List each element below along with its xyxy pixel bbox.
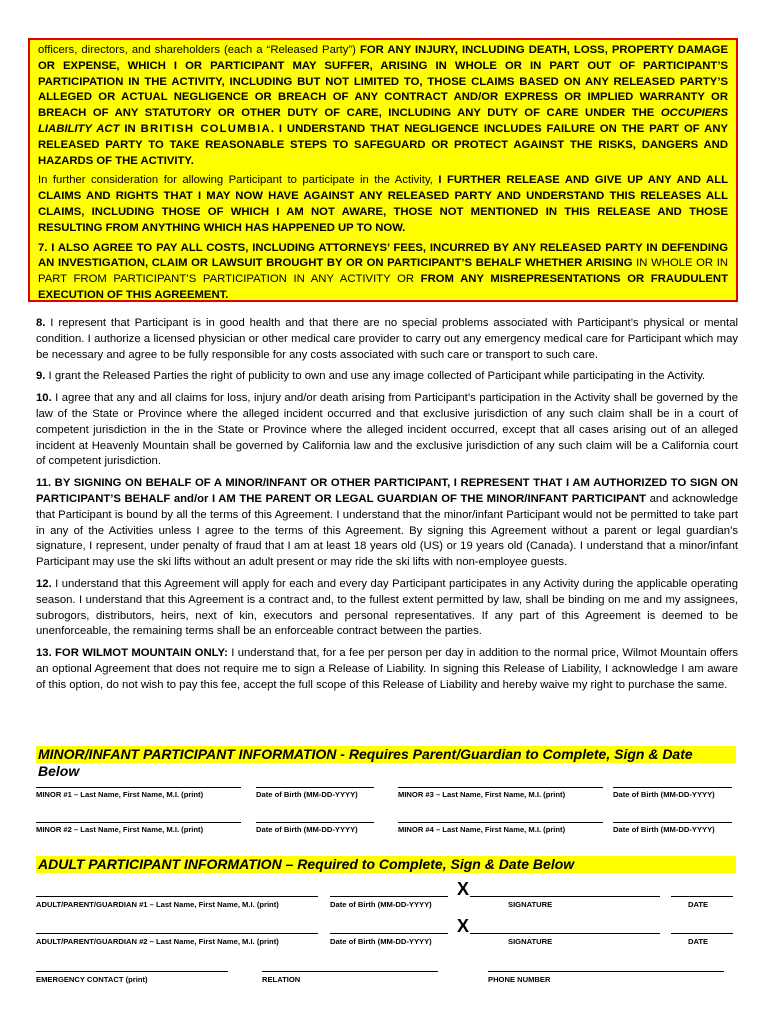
phone-number-field[interactable] xyxy=(488,971,724,972)
occupiers-act-text: OCCUPIERS LIABILITY ACT xyxy=(38,107,728,135)
adult-2-dob-label: Date of Birth (MM-DD-YYYY) xyxy=(330,937,432,946)
clause-8-number: 8. xyxy=(36,317,46,329)
clause-12-number: 12. xyxy=(36,577,52,590)
adult-2-date-field[interactable] xyxy=(671,933,733,934)
clause-9-text: I grant the Released Parties the right of publicity to own and use any image collected of Participant while participating in the Activity. xyxy=(45,370,706,383)
british-columbia-text: BRITISH COLUMBIA xyxy=(140,122,271,135)
further-release-intro: In further consideration for allowing Participant to participate in the Activity, xyxy=(38,174,439,187)
minor-2-dob-field[interactable] xyxy=(256,822,374,823)
minor-section-heading: MINOR/INFANT PARTICIPANT INFORMATION - Requires Parent/Guardian to Complete, Sign & Date Below xyxy=(36,746,736,763)
release-bold-text: FOR ANY INJURY, INCLUDING DEATH, LOSS, PROPERTY DAMAGE OR EXPENSE, WHICH I OR PARTICIPANT MAY SUFFER, ARISING IN WHOLE OR IN PART OUT OF PARTICIPANT’S PARTICIPATION IN THE ACTIVITY, INCLUDING BUT NOT LIMITED TO, THOSE CLAIMS BASED ON ANY RELEASED PARTY’S ALLEGED OR ACTUAL NEGLIGENCE OR BREACH OF ANY CONTRACT AND/OR EXPRESS OR IMPLIED WARRANTY OR BREACH OF ANY STATUTORY OR OTHER DUTY OF CARE, INCLUDING ANY DUTY OF CARE UNDER THE xyxy=(38,44,728,120)
clause-11 xyxy=(36,476,738,571)
clause-13-text: I understand that, for a fee per person per day in addition to the normal price, Wilmot Mountain offers an optional Agreement that does not require me to sign a Release of Liability. In signing this Release of Liability, I acknowledge I am aware of this option, do not wish to pay this fee, accept the full scope of this Release of Liability and hereby waive my right to purchase the same. xyxy=(36,647,739,691)
adult-1-name-field[interactable] xyxy=(36,896,318,897)
adult-2-name-label: ADULT/PARENT/GUARDIAN #2 – Last Name, First Name, M.I. (print) xyxy=(36,937,279,946)
minor-4-dob-field[interactable] xyxy=(613,822,732,823)
adult-1-signature-label: SIGNATURE xyxy=(508,900,553,909)
release-negligence-text: . I UNDERSTAND THAT NEGLIGENCE INCLUDES FAILURE ON THE PART OF ANY RELEASED PARTY TO TAKE REASONABLE STEPS TO SAFEGUARD OR PROTECT AGAINST THE RISKS, DANGERS AND HAZARDS OF THE ACTIVITY. xyxy=(38,122,729,167)
adult-2-signature-label: SIGNATURE xyxy=(508,937,553,946)
clause-7-text-b: IN WHOLE OR IN PART FROM PARTICIPANT’S PARTICIPATION IN ANY ACTIVITY OR xyxy=(38,257,728,286)
minor-1-name-label: MINOR #1 – Last Name, First Name, M.I. (print) xyxy=(36,790,204,799)
clause-10 xyxy=(36,391,738,470)
minor-1-dob-field[interactable] xyxy=(256,787,374,788)
clause-11-bold: 11. BY SIGNING ON BEHALF OF A MINOR/INFANT OR OTHER PARTICIPANT, I REPRESENT THAT I AM AUTHORIZED TO SIGN ON PARTICIPANT’S BEHALF and/or I AM THE PARENT OR LEGAL GUARDIAN OF THE MINOR/INFANT PARTICIPANT xyxy=(36,477,738,505)
clause-11-text: and acknowledge that Participant is bound by all the terms of this Agreement. I understand that the minor/infant Participant would not be permitted to take part in any of the Activities unless I agree to the terms of this Agreement. By signing this Agreement without a parent or legal guardian’s signature, I represent, under penalty of fraud that I am at least 18 years old (US) or 19 years old (Canada). I understand that a minor/infant Participant may use the ski lifts without an adult present or may ride the ski lifts with non-employee guests. xyxy=(36,492,738,569)
release-highlight-box xyxy=(28,38,738,302)
release-intro-text: officers, directors, and shareholders (each a “Released Party”) xyxy=(38,44,360,56)
clauses-body xyxy=(36,316,738,700)
minor-3-name-field[interactable] xyxy=(398,787,603,788)
adult-2-signature-x: X xyxy=(457,916,470,936)
emergency-contact-field[interactable] xyxy=(36,971,228,972)
adult-2-date-label: DATE xyxy=(688,937,709,946)
adult-1-dob-field[interactable] xyxy=(330,896,448,897)
adult-1-signature-field[interactable] xyxy=(470,896,660,897)
clause-10-text: I agree that any and all claims for loss, injury and/or death arising from Participant’s participation in the Activity shall be governed by the law of the State or Province where the alleged incident occurred and that exclusive jurisdiction of any such claim shall be in a court of competent jurisdiction in the in the State or Province where the alleged incident occurred, except that all cases arising out of an alleged incident at Heavenly Mountain shall be governed by California law and the exclusive jurisdiction of any such claim will be a California court of competent jurisdiction. xyxy=(36,392,738,468)
adult-1-date-label: DATE xyxy=(688,900,709,909)
clause-12-text: I understand that this Agreement will apply for each and every day Participant participates in any Activity during the applicable operating season. I understand that this Agreement is a contract and, to the fullest extent permitted by law, shall be binding on me and my assignees, subrogors, distributors, heirs, next of kin, executors and personal representatives. If any part of this Agreement is deemed to be unenforceable, the remaining terms shall be an enforceable contract between the parties. xyxy=(36,577,738,638)
minor-2-dob-label: Date of Birth (MM-DD-YYYY) xyxy=(256,825,358,834)
release-in-text: IN xyxy=(119,122,141,135)
clause-9-number: 9. xyxy=(36,370,46,383)
relation-label: RELATION xyxy=(262,975,301,984)
adult-1-date-field[interactable] xyxy=(671,896,733,897)
clause-8 xyxy=(36,316,738,363)
minor-4-dob-label: Date of Birth (MM-DD-YYYY) xyxy=(613,825,715,834)
release-paragraph xyxy=(38,43,728,169)
phone-number-label: PHONE NUMBER xyxy=(488,975,551,984)
minor-2-name-label: MINOR #2 – Last Name, First Name, M.I. (print) xyxy=(36,825,204,834)
minor-2-name-field[interactable] xyxy=(36,822,241,823)
adult-2-name-field[interactable] xyxy=(36,933,318,934)
adult-1-signature-x: X xyxy=(457,879,470,899)
adult-2-signature-field[interactable] xyxy=(470,933,660,934)
clause-13-bold: 13. FOR WILMOT MOUNTAIN ONLY: xyxy=(36,647,228,660)
further-release-bold: I FURTHER RELEASE AND GIVE UP ANY AND ALL CLAIMS AND RIGHTS THAT I MAY NOW HAVE AGAINST ANY RELEASED PARTY AND UNDERSTAND THIS RELEASES ALL CLAIMS, INCLUDING THOSE OF WHICH I AM NOT AWARE, THOSE NOT MENTIONED IN THIS RELEASE AND THOSE RESULTING FROM ANYTHING WHICH HAS HAPPENED UP TO NOW. xyxy=(38,174,729,234)
minor-3-dob-field[interactable] xyxy=(613,787,732,788)
clause-12 xyxy=(36,577,738,640)
adult-1-dob-label: Date of Birth (MM-DD-YYYY) xyxy=(330,900,432,909)
clause-10-number: 10. xyxy=(36,392,52,405)
relation-field[interactable] xyxy=(262,971,438,972)
clause-7-paragraph xyxy=(38,241,728,304)
clause-13 xyxy=(36,646,738,693)
adult-2-dob-field[interactable] xyxy=(330,933,448,934)
clause-7-text-a: 7. I ALSO AGREE TO PAY ALL COSTS, INCLUDING ATTORNEYS’ FEES, INCURRED BY ANY RELEASED PARTY IN DEFENDING AN INVESTIGATION, CLAIM OR LAWSUIT BROUGHT BY OR ON PARTICIPANT’S BEHALF WHETHER ARISING xyxy=(38,241,728,270)
clause-8-text: I represent that Participant is in good health and that there are no special problems associated with Participant’s physical or mental condition. I authorize a licensed physician or other medical care provider to carry out any emergency medical care for Participant which may be necessary and agree to be fully responsible for any costs associated with such care or transport to such care. xyxy=(36,317,738,361)
adult-1-name-label: ADULT/PARENT/GUARDIAN #1 – Last Name, First Name, M.I. (print) xyxy=(36,900,279,909)
adult-section-heading: ADULT PARTICIPANT INFORMATION – Required to Complete, Sign & Date Below xyxy=(36,856,736,873)
minor-3-dob-label: Date of Birth (MM-DD-YYYY) xyxy=(613,790,715,799)
minor-4-name-field[interactable] xyxy=(398,822,603,823)
minor-1-dob-label: Date of Birth (MM-DD-YYYY) xyxy=(256,790,358,799)
minor-1-name-field[interactable] xyxy=(36,787,241,788)
emergency-contact-label: EMERGENCY CONTACT (print) xyxy=(36,975,148,984)
further-release-paragraph xyxy=(38,173,728,236)
minor-4-name-label: MINOR #4 – Last Name, First Name, M.I. (print) xyxy=(398,825,566,834)
clause-9 xyxy=(36,369,738,385)
minor-3-name-label: MINOR #3 – Last Name, First Name, M.I. (print) xyxy=(398,790,566,799)
clause-7-text-c: FROM ANY MISREPRESENTATIONS OR FRAUDULENT EXECUTION OF THIS AGREEMENT. xyxy=(38,273,728,301)
